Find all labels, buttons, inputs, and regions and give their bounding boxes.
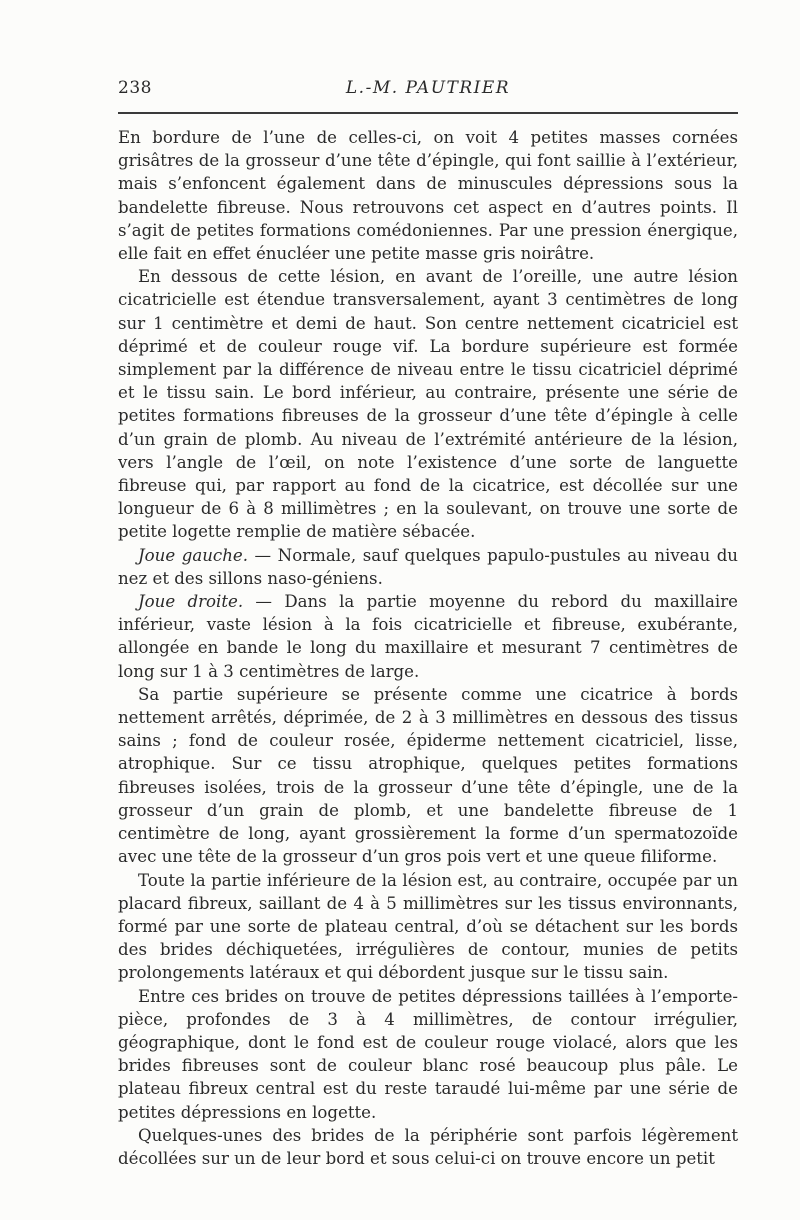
paragraph [118, 590, 738, 683]
running-head: L.-M. PAUTRIER [345, 78, 511, 98]
paragraph [118, 683, 738, 869]
header-rule [118, 112, 738, 114]
paragraph-lead: Joue droite. [138, 592, 244, 612]
paragraph-lead: Joue gauche. [138, 545, 248, 565]
paragraph-text: Quelques-unes des brides de la périphérie sont parfois légèrement décollées sur un de leur bord et sous celui-ci on trouve encore un petit [118, 1125, 738, 1168]
paragraph [118, 544, 738, 590]
paragraph-text: En bordure de l’une de celles-ci, on voit 4 petites masses cornées grisâtres de la grosseur d’une tête d’épingle, qui font saillie à l’extérieur, mais s’enfoncent également dans de minuscules dépressions sous la bandelette fibreuse. Nous retrouvons cet aspect en d’autres points. Il s’agit de petites formations comédoniennes. Par une pression énergique, elle fait en effet énucléer une petite masse gris noirâtre. [118, 128, 738, 264]
paragraph [118, 1124, 738, 1170]
paragraph-text: — Normale, sauf quelques papulo-pustules au niveau du nez et des sillons naso-géniens. [118, 545, 738, 588]
body-text [118, 126, 738, 1170]
paragraph [118, 869, 738, 985]
paragraph [118, 265, 738, 543]
paragraph-text: — Dans la partie moyenne du rebord du maxillaire inférieur, vaste lésion à la fois cicatricielle et fibreuse, exubérante, allongée en bande le long du maxillaire et mesurant 7 centimètres de long sur 1 à 3 centimètres de large. [118, 592, 738, 681]
paragraph [118, 985, 738, 1124]
paragraph-text: En dessous de cette lésion, en avant de l’oreille, une autre lésion cicatricielle est étendue transversalement, ayant 3 centimètres de long sur 1 centimètre et demi de haut. Son centre nettement cicatriciel est déprimé et de couleur rouge vif. La bordure supérieure est formée simplement par la différence de niveau entre le tissu cicatriciel déprimé et le tissu sain. Le bord inférieur, au contraire, présente une série de petites formations fibreuses de la grosseur d’une tête d’épingle à celle d’un grain de plomb. Au niveau de l’extrémité antérieure de la lésion, vers l’angle de l’œil, on note l’existence d’une sorte de languette fibreuse qui, par rapport au fond de la cicatrice, est décollée sur une longueur de 6 à 8 millimètres ; en la soulevant, on trouve une sorte de petite logette remplie de matière sébacée. [118, 267, 738, 542]
paragraph-text: Toute la partie inférieure de la lésion est, au contraire, occupée par un placard fibreux, saillant de 4 à 5 millimètres sur les tissus environnants, formé par une sorte de plateau central, d’où se détachent sur les bords des brides déchiquetées, irrégulières de contour, munies de petits prolongements latéraux et qui débordent jusque sur le tissu sain. [118, 870, 738, 983]
paragraph-text: Entre ces brides on trouve de petites dépressions taillées à l’emporte-pièce, profondes de 3 à 4 millimètres, de contour irrégulier, géographique, dont le fond est de couleur rouge violacé, alors que les brides fibreuses sont de couleur blanc rosé beaucoup plus pâle. Le plateau fibreux central est du reste taraudé lui-même par une série de petites dépressions en logette. [118, 986, 738, 1122]
page-header [118, 78, 738, 106]
page-number: 238 [118, 78, 152, 98]
paragraph [118, 126, 738, 265]
paragraph-text: Sa partie supérieure se présente comme une cicatrice à bords nettement arrêtés, déprimée, de 2 à 3 millimètres en dessous des tissus sains ; fond de couleur rosée, épiderme nettement cicatriciel, lisse, atrophique. Sur ce tissu atrophique, quelques petites formations fibreuses isolées, trois de la grosseur d’une tête d’épingle, une de la grosseur d’un grain de plomb, et une bandelette fibreuse de 1 centimètre de long, ayant grossièrement la forme d’un spermatozoïde avec une tête de la grosseur d’un gros pois vert et une queue filiforme. [118, 684, 738, 867]
